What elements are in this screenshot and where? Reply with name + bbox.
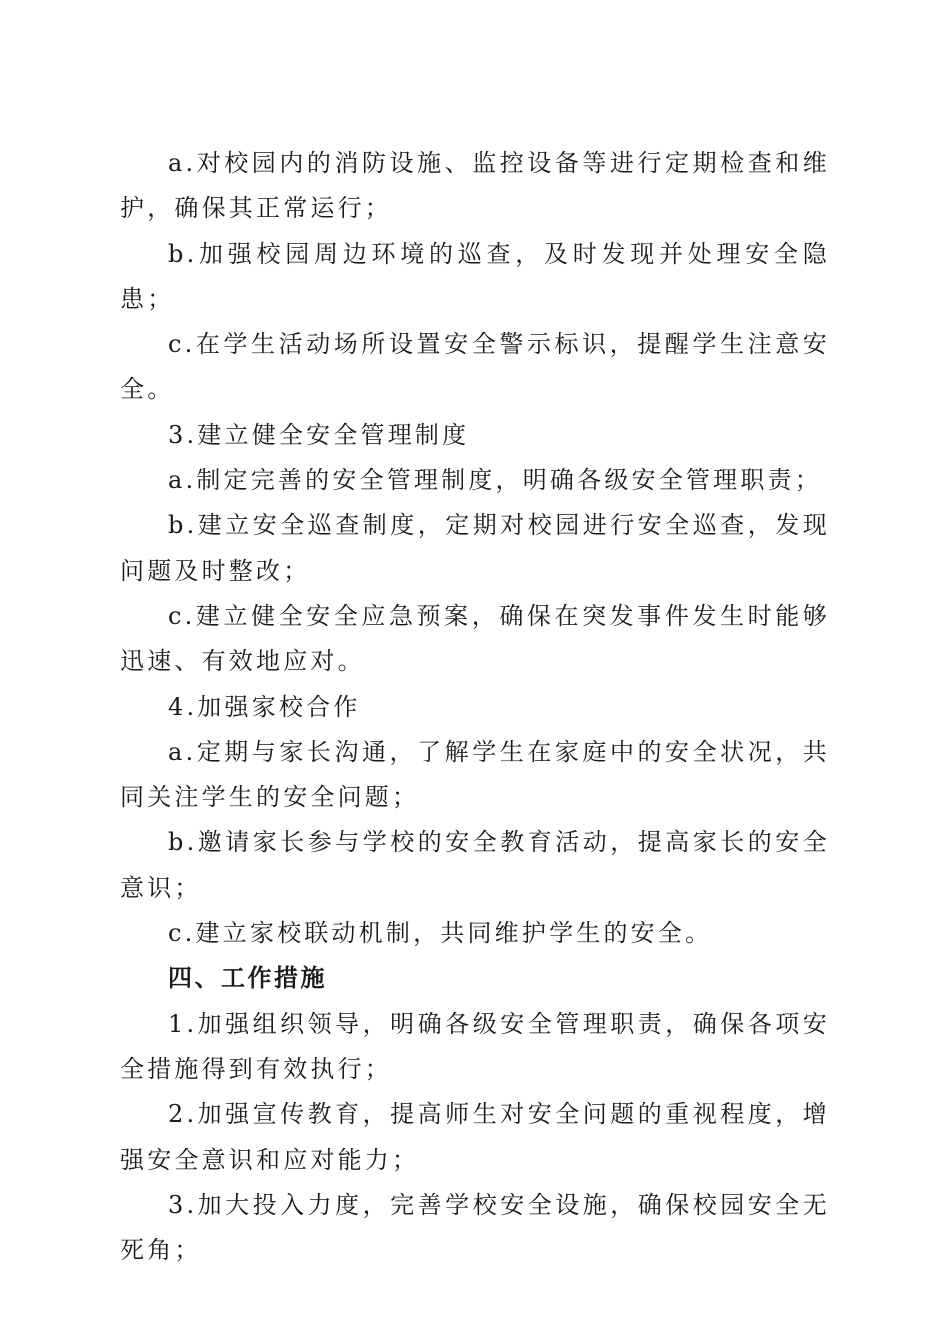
item-4-b-parent-activities: b.邀请家长参与学校的安全教育活动，提高家长的安全意识； <box>120 828 830 902</box>
measure-3-investment: 3.加大投入力度，完善学校安全设施，确保校园安全无死角； <box>120 1190 830 1265</box>
item-4-c-linkage: c.建立家校联动机制，共同维护学生的安全。 <box>168 919 713 948</box>
item-3b-perimeter-patrol: b.加强校园周边环境的巡查，及时发现并处理安全隐患； <box>120 239 830 313</box>
item-3a-fire-monitoring: a.对校园内的消防设施、监控设备等进行定期检查和维护，确保其正常运行； <box>120 149 830 223</box>
item-4-a-parent-communication: a.定期与家长沟通，了解学生在家庭中的安全状况，共同关注学生的安全问题； <box>120 737 830 812</box>
measure-1-leadership: 1.加强组织领导，明确各级安全管理职责，确保各项安全措施得到有效执行； <box>120 1009 830 1083</box>
subheading-4-home-school: 4.加强家校合作 <box>168 692 361 721</box>
subheading-3-management-system: 3.建立健全安全管理制度 <box>168 420 470 449</box>
item-3c-warning-signs: c.在学生活动场所设置安全警示标识，提醒学生注意安全。 <box>120 330 830 404</box>
measure-2-publicity: 2.加强宣传教育，提高师生对安全问题的重视程度，增强安全意识和应对能力； <box>120 1100 830 1174</box>
document-body <box>120 141 830 1273</box>
item-3-c-emergency-plan: c.建立健全安全应急预案，确保在突发事件发生时能够迅速、有效地应对。 <box>120 601 830 676</box>
item-3-b-inspection: b.建立安全巡查制度，定期对校园进行安全巡查，发现问题及时整改； <box>120 511 830 585</box>
item-3-a-rules: a.制定完善的安全管理制度，明确各级安全管理职责； <box>168 466 822 495</box>
section-heading-work-measures: 四、工作措施 <box>168 964 327 993</box>
